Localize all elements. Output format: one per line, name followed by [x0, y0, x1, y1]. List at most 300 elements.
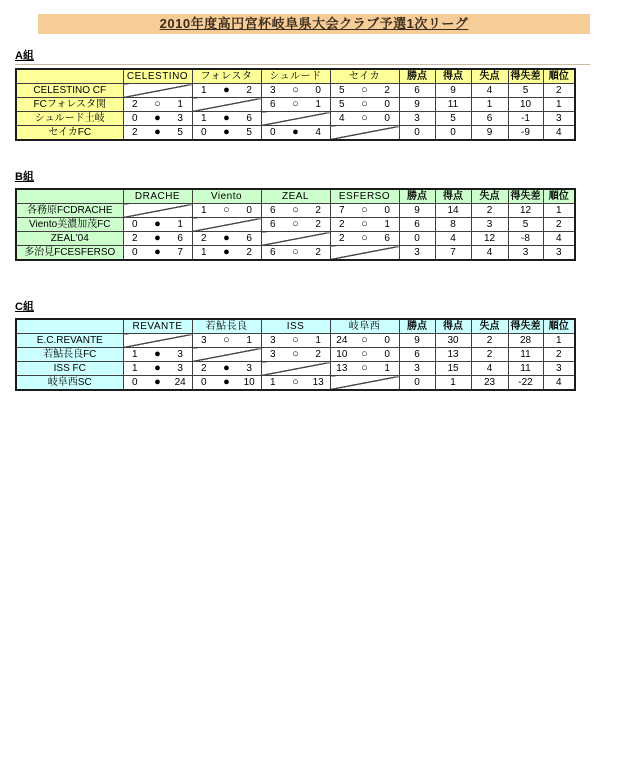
away-score: 6 — [246, 113, 252, 124]
away-score: 1 — [177, 219, 183, 230]
home-score: 10 — [336, 349, 348, 360]
team-name-cell: 多治見FCESFERSO — [16, 246, 123, 261]
stat-value-cell: 3 — [543, 362, 575, 376]
stat-header-cell: 順位 — [543, 319, 575, 334]
stat-value-cell: 23 — [471, 376, 508, 391]
home-score: 2 — [339, 219, 345, 230]
stat-value-cell: 8 — [435, 218, 471, 232]
home-score: 5 — [339, 85, 345, 96]
team-row — [16, 204, 575, 218]
win-loss-mark: ● — [154, 376, 161, 388]
away-score: 2 — [384, 85, 390, 96]
stat-header-cell: 勝点 — [399, 319, 435, 334]
match-result-cell — [261, 376, 330, 391]
stat-value-cell: 3 — [508, 246, 543, 261]
stat-value-cell: 30 — [435, 334, 471, 348]
win-loss-mark: ○ — [292, 84, 299, 96]
home-score: 24 — [336, 335, 348, 346]
stat-value-cell: 7 — [435, 246, 471, 261]
home-score: 2 — [132, 99, 138, 110]
stat-value-cell: -9 — [508, 126, 543, 141]
stat-value-cell: 9 — [399, 334, 435, 348]
win-loss-mark: ○ — [223, 204, 230, 216]
opponent-header-cell: ESFERSO — [330, 189, 399, 204]
stat-value-cell: 5 — [508, 84, 543, 98]
match-result-cell — [330, 232, 399, 246]
stat-header-cell: 順位 — [543, 189, 575, 204]
match-score-box — [331, 362, 399, 375]
win-loss-mark: ● — [154, 348, 161, 360]
table-head — [16, 319, 575, 334]
win-loss-mark: ○ — [361, 218, 368, 230]
match-result-cell — [330, 362, 399, 376]
opponent-header-cell: シュルード — [261, 69, 330, 84]
match-score-box — [262, 246, 330, 259]
stat-value-cell: -1 — [508, 112, 543, 126]
win-loss-mark: ○ — [154, 98, 161, 110]
stat-value-cell: 1 — [435, 376, 471, 391]
stat-value-cell: 0 — [399, 376, 435, 391]
team-row — [16, 84, 575, 98]
win-loss-mark: ○ — [361, 98, 368, 110]
home-score: 1 — [132, 363, 138, 374]
stat-value-cell: 2 — [471, 334, 508, 348]
match-score-box — [193, 84, 261, 97]
stat-value-cell: 2 — [471, 204, 508, 218]
stat-value-cell: 5 — [508, 218, 543, 232]
match-score-box — [262, 218, 330, 231]
team-name-cell: ZEAL'04 — [16, 232, 123, 246]
home-score: 0 — [132, 247, 138, 258]
away-score: 10 — [243, 377, 255, 388]
win-loss-mark: ○ — [361, 204, 368, 216]
opponent-header-cell: ISS — [261, 319, 330, 334]
match-score-box — [124, 98, 192, 111]
match-result-cell — [261, 246, 330, 261]
opponent-header-cell: REVANTE — [123, 319, 192, 334]
away-score: 3 — [177, 349, 183, 360]
win-loss-mark: ○ — [361, 334, 368, 346]
match-score-box — [262, 126, 330, 139]
away-score: 0 — [384, 99, 390, 110]
match-result-cell — [192, 126, 261, 141]
stat-value-cell: 15 — [435, 362, 471, 376]
stat-value-cell: 10 — [508, 98, 543, 112]
home-score: 0 — [132, 377, 138, 388]
match-score-box — [262, 204, 330, 217]
stat-value-cell: 4 — [543, 232, 575, 246]
home-score: 2 — [132, 233, 138, 244]
stat-value-cell: 3 — [399, 112, 435, 126]
stat-value-cell: 12 — [471, 232, 508, 246]
win-loss-mark: ○ — [292, 348, 299, 360]
stat-value-cell: 2 — [543, 84, 575, 98]
match-score-box — [193, 362, 261, 375]
match-score-box — [193, 334, 261, 347]
team-name-cell: セイカFC — [16, 126, 123, 141]
home-score: 2 — [201, 363, 207, 374]
stat-value-cell: 9 — [399, 98, 435, 112]
group-b-table — [15, 188, 576, 261]
win-loss-mark: ○ — [292, 376, 299, 388]
stat-value-cell: 4 — [471, 246, 508, 261]
match-result-cell — [261, 84, 330, 98]
match-result-cell — [192, 376, 261, 391]
match-score-box — [331, 204, 399, 217]
match-score-box — [193, 112, 261, 125]
away-score: 13 — [312, 377, 324, 388]
away-score: 2 — [315, 219, 321, 230]
group-a-table — [15, 68, 576, 141]
stat-value-cell: 28 — [508, 334, 543, 348]
group-b-label: B組 — [15, 171, 34, 183]
stat-value-cell: 11 — [508, 348, 543, 362]
self-match-diagonal-cell — [330, 246, 399, 261]
header-row — [16, 69, 575, 84]
match-result-cell — [330, 348, 399, 362]
group-a-section — [15, 46, 629, 141]
win-loss-mark: ● — [223, 112, 230, 124]
stat-header-cell: 順位 — [543, 69, 575, 84]
home-score: 3 — [270, 85, 276, 96]
opponent-header-cell: フォレスタ — [192, 69, 261, 84]
group-c-table — [15, 318, 576, 391]
match-result-cell — [123, 126, 192, 141]
home-score: 0 — [132, 113, 138, 124]
match-score-box — [262, 376, 330, 389]
home-score: 0 — [201, 127, 207, 138]
match-result-cell — [123, 376, 192, 391]
match-result-cell — [192, 232, 261, 246]
team-row — [16, 232, 575, 246]
group-a-label-row — [15, 46, 590, 65]
group-c-label: C組 — [15, 301, 34, 313]
stat-header-cell: 得点 — [435, 189, 471, 204]
match-score-box — [331, 334, 399, 347]
team-name-cell: CELESTINO CF — [16, 84, 123, 98]
match-score-box — [262, 348, 330, 361]
win-loss-mark: ● — [154, 246, 161, 258]
stat-value-cell: 9 — [471, 126, 508, 141]
stat-value-cell: 3 — [399, 246, 435, 261]
stat-value-cell: 0 — [399, 232, 435, 246]
team-name-cell: FCフォレスタ関 — [16, 98, 123, 112]
match-score-box — [331, 112, 399, 125]
team-row — [16, 112, 575, 126]
opponent-header-cell: Viento — [192, 189, 261, 204]
match-result-cell — [330, 218, 399, 232]
match-result-cell — [123, 348, 192, 362]
win-loss-mark: ○ — [361, 232, 368, 244]
corner-cell — [16, 319, 123, 334]
win-loss-mark: ○ — [292, 334, 299, 346]
match-result-cell — [123, 218, 192, 232]
home-score: 2 — [201, 233, 207, 244]
match-score-box — [331, 98, 399, 111]
stat-value-cell: 9 — [435, 84, 471, 98]
self-match-diagonal-cell — [123, 334, 192, 348]
self-match-diagonal-cell — [192, 98, 261, 112]
match-result-cell — [330, 98, 399, 112]
stat-header-cell: 失点 — [471, 69, 508, 84]
opponent-header-cell: ZEAL — [261, 189, 330, 204]
team-row — [16, 334, 575, 348]
away-score: 3 — [177, 363, 183, 374]
stat-value-cell: 4 — [471, 84, 508, 98]
away-score: 0 — [384, 349, 390, 360]
match-result-cell — [192, 362, 261, 376]
away-score: 1 — [384, 363, 390, 374]
stat-value-cell: 3 — [543, 246, 575, 261]
table-body — [16, 204, 575, 261]
header-row — [16, 319, 575, 334]
away-score: 24 — [174, 377, 186, 388]
match-score-box — [124, 362, 192, 375]
match-result-cell — [261, 204, 330, 218]
match-result-cell — [123, 232, 192, 246]
group-a-label: A組 — [15, 50, 34, 62]
stat-value-cell: 2 — [543, 348, 575, 362]
self-match-diagonal-cell — [261, 112, 330, 126]
team-name-cell: シュルード土岐 — [16, 112, 123, 126]
stat-value-cell: 6 — [471, 112, 508, 126]
stat-value-cell: 3 — [543, 112, 575, 126]
home-score: 1 — [201, 247, 207, 258]
group-b-section — [15, 167, 629, 261]
win-loss-mark: ○ — [361, 84, 368, 96]
away-score: 6 — [246, 233, 252, 244]
win-loss-mark: ● — [223, 376, 230, 388]
match-result-cell — [330, 84, 399, 98]
stat-header-cell: 得点 — [435, 319, 471, 334]
match-result-cell — [123, 112, 192, 126]
win-loss-mark: ○ — [292, 98, 299, 110]
away-score: 3 — [246, 363, 252, 374]
match-score-box — [193, 376, 261, 389]
away-score: 6 — [177, 233, 183, 244]
corner-cell — [16, 189, 123, 204]
team-name-cell: E.C.REVANTE — [16, 334, 123, 348]
match-result-cell — [330, 112, 399, 126]
home-score: 1 — [132, 349, 138, 360]
match-result-cell — [123, 246, 192, 261]
win-loss-mark: ● — [223, 232, 230, 244]
win-loss-mark: ● — [154, 112, 161, 124]
win-loss-mark: ● — [223, 126, 230, 138]
table-head — [16, 189, 575, 204]
match-score-box — [331, 232, 399, 245]
away-score: 3 — [177, 113, 183, 124]
self-match-diagonal-cell — [123, 84, 192, 98]
match-score-box — [193, 126, 261, 139]
match-result-cell — [192, 112, 261, 126]
away-score: 0 — [246, 205, 252, 216]
stat-value-cell: 1 — [543, 334, 575, 348]
stat-value-cell: 3 — [399, 362, 435, 376]
stat-value-cell: 2 — [471, 348, 508, 362]
stat-value-cell: 2 — [543, 218, 575, 232]
home-score: 0 — [270, 127, 276, 138]
table-body — [16, 84, 575, 141]
team-row — [16, 218, 575, 232]
match-result-cell — [261, 126, 330, 141]
table-body — [16, 334, 575, 391]
stat-value-cell: 4 — [471, 362, 508, 376]
stat-header-cell: 勝点 — [399, 69, 435, 84]
team-row — [16, 126, 575, 141]
win-loss-mark: ● — [154, 362, 161, 374]
win-loss-mark: ○ — [292, 218, 299, 230]
home-score: 6 — [270, 205, 276, 216]
match-score-box — [193, 246, 261, 259]
home-score: 1 — [201, 85, 207, 96]
stat-value-cell: 6 — [399, 348, 435, 362]
stat-value-cell: 1 — [471, 98, 508, 112]
team-name-cell: Viento美濃加茂FC — [16, 218, 123, 232]
away-score: 2 — [246, 85, 252, 96]
match-score-box — [262, 334, 330, 347]
stat-header-cell: 得失差 — [508, 319, 543, 334]
home-score: 6 — [270, 247, 276, 258]
away-score: 1 — [315, 335, 321, 346]
group-c-label-row — [15, 297, 629, 315]
stat-value-cell: 6 — [399, 218, 435, 232]
home-score: 7 — [339, 205, 345, 216]
match-result-cell — [261, 218, 330, 232]
team-name-cell: 岐阜西SC — [16, 376, 123, 391]
win-loss-mark: ○ — [361, 112, 368, 124]
home-score: 3 — [201, 335, 207, 346]
stat-value-cell: 13 — [435, 348, 471, 362]
self-match-diagonal-cell — [261, 362, 330, 376]
stat-value-cell: 1 — [543, 204, 575, 218]
home-score: 6 — [270, 219, 276, 230]
stat-header-cell: 失点 — [471, 189, 508, 204]
home-score: 1 — [201, 113, 207, 124]
away-score: 0 — [315, 85, 321, 96]
home-score: 4 — [339, 113, 345, 124]
home-score: 5 — [339, 99, 345, 110]
win-loss-mark: ● — [223, 362, 230, 374]
stat-value-cell: -8 — [508, 232, 543, 246]
match-result-cell — [192, 84, 261, 98]
match-result-cell — [192, 334, 261, 348]
self-match-diagonal-cell — [192, 348, 261, 362]
home-score: 2 — [132, 127, 138, 138]
self-match-diagonal-cell — [261, 232, 330, 246]
stat-header-cell: 失点 — [471, 319, 508, 334]
match-score-box — [124, 376, 192, 389]
self-match-diagonal-cell — [192, 218, 261, 232]
home-score: 3 — [270, 349, 276, 360]
stat-value-cell: 5 — [435, 112, 471, 126]
win-loss-mark: ○ — [223, 334, 230, 346]
match-score-box — [331, 348, 399, 361]
opponent-header-cell: 岐阜西 — [330, 319, 399, 334]
home-score: 0 — [132, 219, 138, 230]
home-score: 3 — [270, 335, 276, 346]
home-score: 13 — [336, 363, 348, 374]
stat-value-cell: 0 — [435, 126, 471, 141]
win-loss-mark: ○ — [292, 204, 299, 216]
match-score-box — [124, 218, 192, 231]
stat-value-cell: 11 — [508, 362, 543, 376]
away-score: 0 — [384, 205, 390, 216]
match-score-box — [262, 84, 330, 97]
match-result-cell — [123, 362, 192, 376]
match-score-box — [124, 246, 192, 259]
match-score-box — [193, 204, 261, 217]
page-title: 2010年度高円宮杯岐阜県大会クラブ予選1次リーグ — [38, 14, 590, 34]
stat-value-cell: 9 — [399, 204, 435, 218]
team-name-cell: 若鮎長良FC — [16, 348, 123, 362]
away-score: 7 — [177, 247, 183, 258]
match-result-cell — [192, 204, 261, 218]
stat-value-cell: 4 — [543, 376, 575, 391]
home-score: 6 — [270, 99, 276, 110]
stat-header-cell: 得失差 — [508, 69, 543, 84]
table-head — [16, 69, 575, 84]
match-score-box — [262, 98, 330, 111]
match-score-box — [124, 348, 192, 361]
away-score: 5 — [177, 127, 183, 138]
team-row — [16, 376, 575, 391]
stat-value-cell: 4 — [435, 232, 471, 246]
away-score: 6 — [384, 233, 390, 244]
team-name-cell: 各務原FCDRACHE — [16, 204, 123, 218]
away-score: 1 — [177, 99, 183, 110]
stat-header-cell: 得点 — [435, 69, 471, 84]
match-score-box — [124, 112, 192, 125]
away-score: 4 — [315, 127, 321, 138]
team-row — [16, 98, 575, 112]
away-score: 2 — [315, 205, 321, 216]
win-loss-mark: ● — [154, 218, 161, 230]
stat-header-cell: 得失差 — [508, 189, 543, 204]
header-row — [16, 189, 575, 204]
win-loss-mark: ○ — [292, 246, 299, 258]
away-score: 0 — [384, 335, 390, 346]
stat-value-cell: 1 — [543, 98, 575, 112]
away-score: 2 — [315, 247, 321, 258]
team-row — [16, 246, 575, 261]
match-result-cell — [261, 334, 330, 348]
away-score: 2 — [246, 247, 252, 258]
match-score-box — [331, 84, 399, 97]
home-score: 2 — [339, 233, 345, 244]
match-result-cell — [261, 98, 330, 112]
away-score: 2 — [315, 349, 321, 360]
opponent-header-cell: 若鮎長良 — [192, 319, 261, 334]
win-loss-mark: ○ — [361, 362, 368, 374]
win-loss-mark: ● — [223, 246, 230, 258]
match-result-cell — [261, 348, 330, 362]
stat-value-cell: -22 — [508, 376, 543, 391]
away-score: 5 — [246, 127, 252, 138]
team-name-cell: ISS FC — [16, 362, 123, 376]
stat-header-cell: 勝点 — [399, 189, 435, 204]
stat-value-cell: 0 — [399, 126, 435, 141]
home-score: 1 — [270, 377, 276, 388]
win-loss-mark: ● — [223, 84, 230, 96]
match-score-box — [124, 126, 192, 139]
match-result-cell — [330, 204, 399, 218]
away-score: 1 — [315, 99, 321, 110]
team-row — [16, 348, 575, 362]
match-score-box — [124, 232, 192, 245]
match-score-box — [193, 232, 261, 245]
stat-value-cell: 12 — [508, 204, 543, 218]
